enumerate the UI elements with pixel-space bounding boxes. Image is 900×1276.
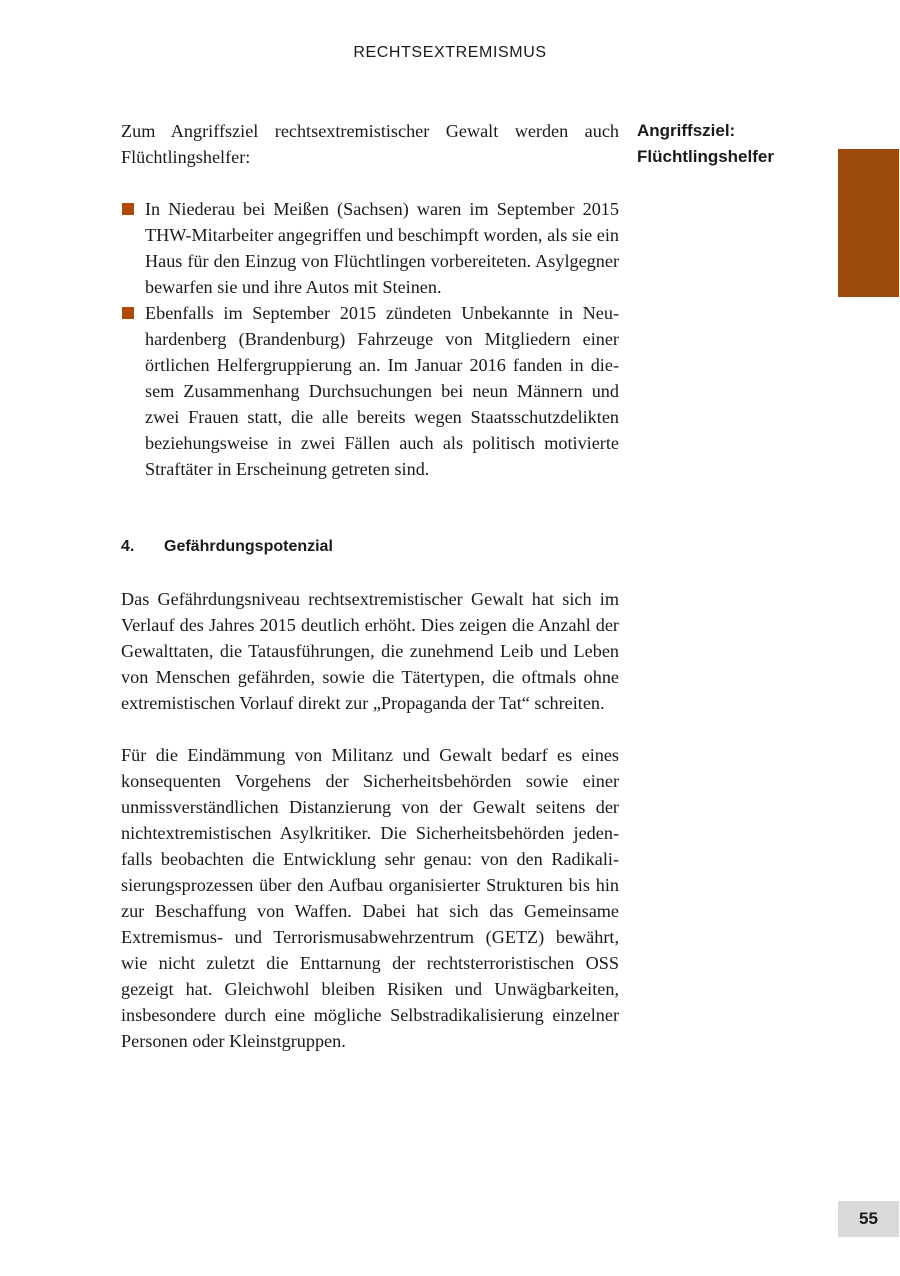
margin-note-line-1: Angriffsziel: — [637, 121, 736, 140]
chapter-tab — [838, 149, 899, 297]
section-heading — [121, 534, 619, 560]
margin-note — [637, 118, 827, 170]
list-item — [121, 300, 619, 482]
main-text-column — [121, 118, 619, 1054]
section-title: Gefährdungspotenzial — [164, 538, 333, 555]
square-bullet-icon — [122, 203, 134, 215]
running-header: RECHTSEXTREMISMUS — [353, 44, 547, 61]
bullet-list — [121, 196, 619, 482]
list-item-text: In Niederau bei Meißen (Sachsen) waren im September 2015 THW-Mitarbeiter angegriffen und beschimpft worden, als sie ein Haus für den Einzug von Flüchtlingen vorbereiteten. Asylgegner bewarfen sie und ihre Autos mit Steinen. — [145, 199, 619, 297]
margin-note-line-2: Flüchtlingshelfer — [637, 147, 774, 166]
page-number: 55 — [838, 1201, 899, 1237]
section-number: 4. — [121, 538, 135, 555]
body-paragraph: Das Gefährdungsniveau rechtsextremistischer Gewalt hat sich im Verlauf des Jahres 2015 deutlich erhöht. Dies zeigen die Anzahl der Gewalttaten, die Tatausführungen, die zunehmend Leib und Leben von Menschen gefährden, sowie die Tätertypen, die oftmals ohne extremistischen Vorlauf direkt zur „Propaganda der Tat“ schreiten. — [121, 589, 619, 713]
list-item-text: Ebenfalls im September 2015 zündeten Unbekannte in Neuhardenberg (Brandenburg) Fahrzeuge von Mitgliedern einer örtlichen Helfergruppierung an. Im Januar 2016 fanden in diesem Zusammenhang Durchsuchungen bei neun Männern und zwei Frauen statt, die alle bereits wegen Staatsschutzdelikten beziehungsweise in zwei Fällen auch als politisch motivierte Straftäter in Erscheinung getreten sind. — [145, 303, 619, 479]
body-paragraph: Für die Eindämmung von Militanz und Gewalt bedarf es eines konsequenten Vorgehens der Sicherheitsbehörden sowie einer unmissverständlichen Distanzierung von der Gewalt seitens der nichtextremistischen Asylkritiker. Die Sicherheitsbehörden jedenfalls beobachten die Entwicklung sehr genau: von den Radikalisierungsprozessen über den Aufbau organisierter Strukturen bis hin zur Beschaffung von Waffen. Dabei hat sich das Gemeinsame Extremismus- und Terrorismusabwehrzentrum (GETZ) bewährt, wie nicht zuletzt die Enttarnung der rechtsterroristischen OSS gezeigt hat. Gleichwohl bleiben Risiken und Unwägbarkeiten, insbesondere durch eine mögliche Selbstradikalisierung einzelner Personen oder Kleinstgruppen. — [121, 745, 619, 1051]
list-item — [121, 196, 619, 300]
intro-paragraph: Zum Angriffsziel rechtsextremistischer Gewalt werden auch Flüchtlingshelfer: — [121, 121, 619, 167]
square-bullet-icon — [122, 307, 134, 319]
